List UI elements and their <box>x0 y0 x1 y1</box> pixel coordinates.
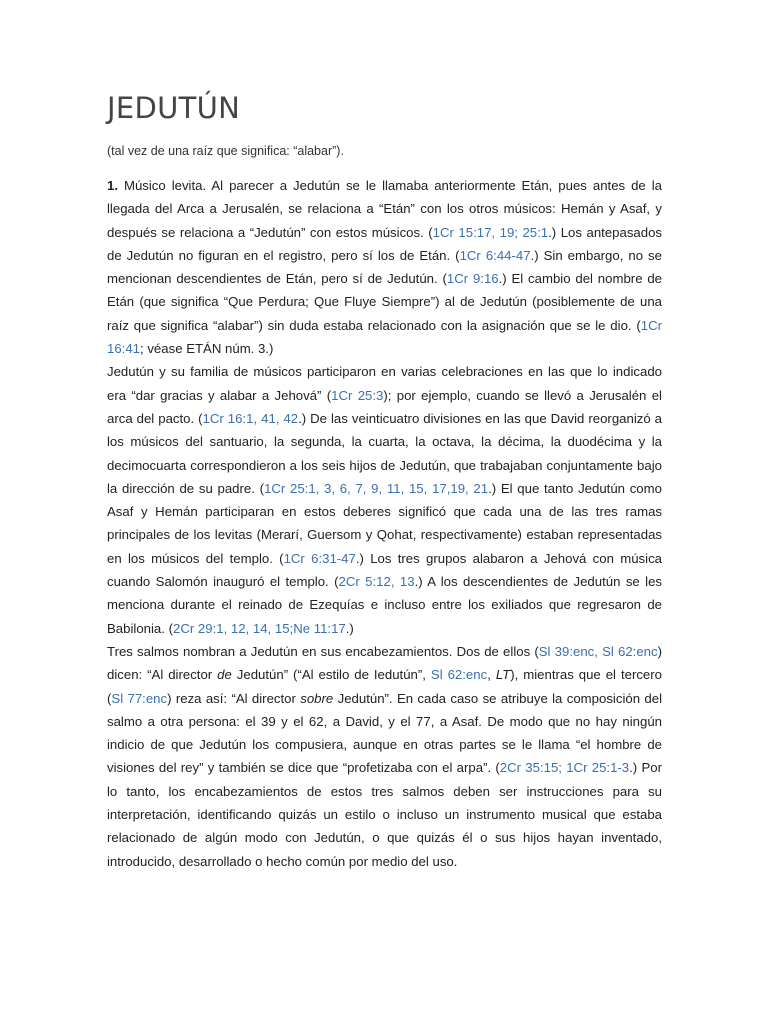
article <box>107 88 662 873</box>
body-text: .) Los tres grupos alabaron a Jehová con música cuando Salomón inauguró el templo. ( <box>107 550 662 590</box>
body-text: ; véase ETÁN núm. 3.) <box>140 341 274 357</box>
emphasis-text: LT <box>495 667 511 683</box>
body-text: ) dicen: “Al director <box>107 643 662 683</box>
body-text: Tres salmos nombran a Jedutún en sus encabezamientos. Dos de ellos ( <box>107 643 539 659</box>
subtitle: (tal vez de una raíz que significa: “alabar”). <box>107 144 344 158</box>
body-text: ), mientras que el tercero ( <box>107 667 662 706</box>
scripture-link[interactable]: 2Cr 5:12, 13 <box>338 574 415 590</box>
body-text: , <box>487 667 496 683</box>
paragraph-3 <box>107 640 662 873</box>
emphasis-text: sobre <box>300 690 334 706</box>
body-text: Músico levita. Al parecer a Jedutún se le llamaba anteriormente Etán, pues antes de la llegada del Arca a Jerusalén, se relaciona a “Etán” con los otros músicos: Hemán y Asaf, y después se relaciona a “Jedutún” con estos músicos. ( <box>107 178 662 240</box>
emphasis-text: de <box>217 667 232 683</box>
scripture-link[interactable]: Sl 77:enc <box>111 690 168 706</box>
scripture-link[interactable]: Sl 39:enc, Sl 62:enc <box>538 643 658 659</box>
paragraph-1 <box>107 174 662 360</box>
scripture-link[interactable]: 2Cr 35:15; 1Cr 25:1-3 <box>499 760 630 776</box>
scripture-link[interactable]: 1Cr 6:31-47 <box>283 550 356 566</box>
scripture-link[interactable]: Sl 62:enc <box>430 667 488 683</box>
body-text: Jedutún”. En cada caso se atribuye la composición del salmo a otra persona: el 39 y el 62, a David, y el 77, a Asaf. De modo que no hay ningún indicio de que Jedutún los compusiera, aunque en otras partes se le llama “el hombre de visiones del rey” y también se dice que “profetizaba con el arpa”. ( <box>107 690 662 776</box>
body-text: ) reza así: “Al director <box>167 690 301 706</box>
paragraph-2 <box>107 360 662 640</box>
body-text: .) Los antepasados de Jedutún no figuran en el registro, pero sí los de Etán. ( <box>107 224 663 263</box>
body-text: .) De las veinticuatro divisiones en las que David reorganizó a los músicos del santuario, la segunda, la cuarta, la octava, la décima, la duodécima y la decimocuarta correspondieron a los seis hijos de Jedutún, que trabajaban conjuntamente bajo la dirección de su padre. ( <box>107 410 663 496</box>
body-text: .) El cambio del nombre de Etán (que significa “Que Perdura; Que Fluye Siempre”) al de Jedutún (posiblemente de una raíz que significa “alabar”) sin duda estaba relacionado con la asignación que se le dio. ( <box>107 271 663 333</box>
body-text: Jedutún” (“Al estilo de Iedutún”, <box>231 667 431 683</box>
body-text: .) A los descendientes de Jedutún se les menciona durante el reinado de Ezequías e incluso entre los exiliados que regresaron de Babilonia. ( <box>107 574 662 636</box>
body-text: Jedutún y su familia de músicos participaron en varias celebraciones en las que lo indicado era “dar gracias y alabar a Jehová” ( <box>107 364 662 403</box>
scripture-link[interactable]: 1Cr 25:1, 3, 6, 7, 9, 11, 15, 17,19, 21 <box>264 480 489 496</box>
body-text: .) Sin embargo, no se mencionan descendientes de Etán, pero sí de Jedutún. ( <box>107 247 662 287</box>
scripture-link[interactable]: 1Cr 16:1, 41, 42 <box>202 410 299 426</box>
body-text: .) Por lo tanto, los encabezamientos de estos tres salmos deben ser instrucciones para su interpretación, identificando quizás un estilo o incluso un instrumento musical que estaba relacionado de algún modo con Jedutún, o que quizás él o sus hijos hayan inventado, introducido, desarrollado o hecho común por medio del uso. <box>107 760 662 869</box>
page-title: JEDUTÚN <box>107 91 241 125</box>
scripture-link[interactable]: 1Cr 16:41 <box>107 317 662 357</box>
scripture-link[interactable]: 2Cr 29:1, 12, 14, 15;Ne 11:17 <box>172 620 346 636</box>
entry-number: 1. <box>107 178 118 193</box>
body-text: .) <box>345 620 354 636</box>
body-text: ); por ejemplo, cuando se llevó a Jerusalén el arca del pacto. ( <box>107 387 662 426</box>
body-text: .) El que tanto Jedutún como Asaf y Hemán participaran en estos deberes significó que cada una de las tres ramas principales de los levitas (Merarí, Guersom y Qohat, respectivamente) estaban representadas en los músicos del templo. ( <box>107 480 662 566</box>
scripture-link[interactable]: 1Cr 6:44-47 <box>459 247 531 263</box>
scripture-link[interactable]: 1Cr 15:17, 19; 25:1 <box>432 224 549 240</box>
scripture-link[interactable]: 1Cr 9:16 <box>446 271 499 287</box>
scripture-link[interactable]: 1Cr 25:3 <box>331 387 384 403</box>
